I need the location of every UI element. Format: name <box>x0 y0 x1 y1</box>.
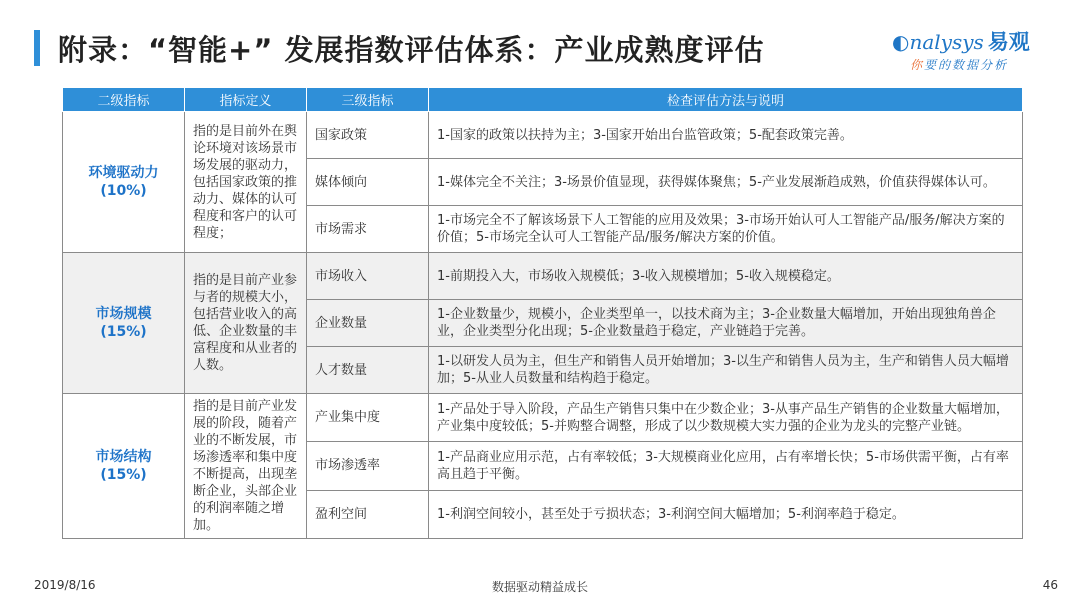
tier2-weight: (15%) <box>100 467 147 483</box>
header-tier2: 二级指标 <box>63 88 185 112</box>
tier3-cell: 国家政策 <box>307 112 429 159</box>
table-row <box>63 394 1023 442</box>
logo-swirl-icon: ◐ <box>892 30 910 54</box>
method-cell: 1-国家的政策以扶持为主；3-国家开始出台监管政策；5-配套政策完善。 <box>429 112 1023 159</box>
tier2-cell <box>63 112 185 253</box>
footer-date: 2019/8/16 <box>34 578 96 592</box>
tier3-cell: 盈利空间 <box>307 490 429 538</box>
method-cell: 1-媒体完全不关注；3-场景价值显现，获得媒体聚焦；5-产业发展渐趋成熟，价值获得媒体认可。 <box>429 159 1023 206</box>
definition-cell: 指的是目前外在舆论环境对该场景市场发展的驱动力，包括国家政策的推动力、媒体的认可程度和客户的认可程度； <box>185 112 307 253</box>
method-cell: 1-利润空间较小，甚至处于亏损状态；3-利润空间大幅增加；5-利润率趋于稳定。 <box>429 490 1023 538</box>
brand-logo <box>892 26 1052 74</box>
logo-mark <box>892 26 1052 56</box>
table-row <box>63 253 1023 300</box>
header-method: 检查评估方法与说明 <box>429 88 1023 112</box>
table-header-row <box>63 88 1023 112</box>
logo-tagline: 你要的数据分析 <box>910 58 1009 72</box>
tier3-cell: 市场收入 <box>307 253 429 300</box>
tier2-weight: (10%) <box>100 183 147 199</box>
page-title: 附录：“智能+” 发展指数评估体系：产业成熟度评估 <box>58 33 765 67</box>
method-cell: 1-企业数量少，规模小，企业类型单一，以技术商为主；3-企业数量大幅增加，开始出现独角兽企业，企业类型分化出现；5-企业数量趋于稳定，产业链趋于完善。 <box>429 300 1023 347</box>
logo-brand-cn: 易观 <box>987 30 1030 54</box>
tier3-cell: 企业数量 <box>307 300 429 347</box>
tier2-cell <box>63 394 185 539</box>
method-cell: 1-市场完全不了解该场景下人工智能的应用及效果；3-市场开始认可人工智能产品/服务/解决方案的价值；5-市场完全认可人工智能产品/服务/解决方案的价值。 <box>429 206 1023 253</box>
title-accent-bar <box>34 30 40 66</box>
tier3-cell: 市场渗透率 <box>307 442 429 490</box>
definition-cell: 指的是目前产业参与者的规模大小，包括营业收入的高低、企业数量的丰富程度和从业者的人数。 <box>185 253 307 394</box>
tier2-name: 市场结构 <box>95 449 152 465</box>
tier2-cell <box>63 253 185 394</box>
method-cell: 1-产品处于导入阶段，产品生产销售只集中在少数企业；3-从事产品生产销售的企业数量大幅增加，产业集中度较低；5-并购整合调整，形成了以少数规模大实力强的企业为龙头的完整产业链。 <box>429 394 1023 442</box>
header-definition: 指标定义 <box>185 88 307 112</box>
method-cell: 1-以研发人员为主，但生产和销售人员开始增加；3-以生产和销售人员为主，生产和销售人员大幅增加；5-从业人员数量和结构趋于稳定。 <box>429 347 1023 394</box>
logo-brand-en: nalysys <box>909 30 984 54</box>
tier2-name: 市场规模 <box>95 306 152 322</box>
tier3-cell: 产业集中度 <box>307 394 429 442</box>
tier3-cell: 人才数量 <box>307 347 429 394</box>
method-cell: 1-前期投入大，市场收入规模低；3-收入规模增加；5-收入规模稳定。 <box>429 253 1023 300</box>
header-tier3: 三级指标 <box>307 88 429 112</box>
footer-slogan: 数据驱动精益成长 <box>491 580 588 594</box>
tier2-name: 环境驱动力 <box>88 165 159 181</box>
evaluation-table <box>62 87 1023 539</box>
method-cell: 1-产品商业应用示范，占有率较低；3-大规模商业化应用，占有率增长快；5-市场供需平衡，占有率高且趋于平衡。 <box>429 442 1023 490</box>
table-row <box>63 112 1023 159</box>
tier3-cell: 媒体倾向 <box>307 159 429 206</box>
tier2-weight: (15%) <box>100 324 147 340</box>
page-number: 46 <box>1042 578 1058 592</box>
tier3-cell: 市场需求 <box>307 206 429 253</box>
definition-cell: 指的是目前产业发展的阶段，随着产业的不断发展，市场渗透率和集中度不断提高，出现垄断企业，头部企业的利润率随之增加。 <box>185 394 307 539</box>
